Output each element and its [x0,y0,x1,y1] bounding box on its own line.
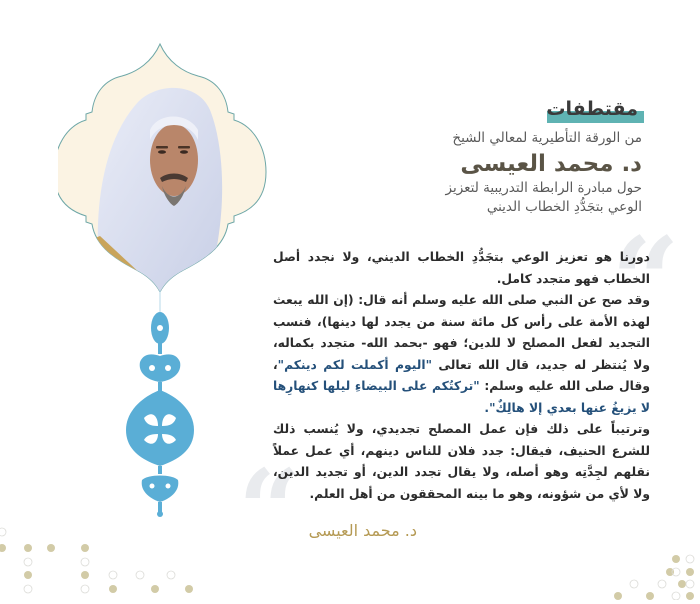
paragraph-3: وترتيباً على ذلك فإن عمل المصلح تجديدي، ولا يُنسب ذلك للشرع الحنيف، فيقال: جدد فلان للناس دينهم، أي عمل عملاً نقلهم لجِدَّتِه وهو أصله، ولا يقال تجدد الدين، أو تجديد الدين، ولا لأي من شؤونه، وهو ما بينه المحققون من أهل العلم. [273,422,650,501]
quran-quote: "اليوم أكملت لكم دينكم" [277,357,432,372]
paragraph-2-text-b: ، وقال صلى الله عليه وسلم: [273,357,650,393]
header-block [312,95,642,217]
star-dots-icon [600,550,700,600]
decorative-dots-left [0,520,200,600]
signature: د. محمد العيسى [308,521,417,540]
paragraph-2 [273,290,650,419]
arabesque-ornament-icon [118,290,202,520]
arch-frame-icon [58,40,268,295]
author-name: د. محمد العيسى [460,151,642,177]
intro-line: من الورقة التأطيرية لمعالي الشيخ [452,130,642,146]
portrait-frame [58,40,268,295]
section-title-wrap [546,95,642,125]
section-title: مقتطفات [546,98,638,120]
open-quote-icon: “ [610,211,680,352]
paragraph-2-text-a: وقد صح عن النبي صلى الله عليه وسلم أنه قال: (إن الله يبعث لهذه الأمة على رأس كل مائة سنة من يجدد لها دينها)، فنسب التجديد لفعل المصلح لا للدين؛ فهو -بحمد الله- متجدد بكماله، ولا يُنتظر له جديد، قال الله تعالى [273,293,650,372]
ornament-pendant [118,290,202,520]
quote-body [273,247,650,505]
about-line-1: حول مبادرة الرابطة التدريبية لتعزيز [445,180,642,196]
about-line-2: الوعي بتجَدُّدِ الخطاب الديني [486,199,642,215]
close-quote-icon: “ [238,445,302,574]
paragraph-1: دورنا هو تعزيز الوعي بتجَدُّدِ الخطاب الديني، ولا نجدد أصل الخطاب فهو متجدد كامل. [273,250,650,286]
decorative-dots-right [600,550,700,600]
hadith-quote: "تركتُكم على البيضاءِ ليلها كنهارِها لا يزيغُ عنها بعدي إلا هالِكٌ". [273,379,650,415]
star-dots-icon [0,520,200,600]
